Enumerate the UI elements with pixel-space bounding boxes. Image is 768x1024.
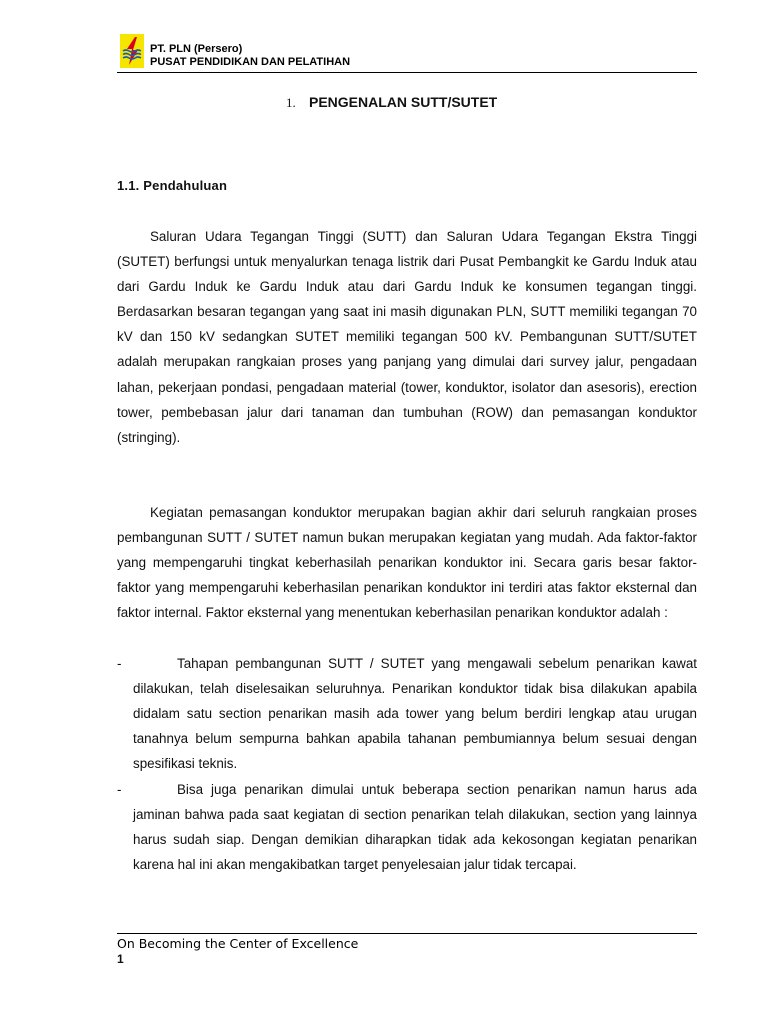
bullet-text: Tahapan pembangunan SUTT / SUTET yang mengawali sebelum penarikan kawat dilakukan, telah diselesaikan seluruhnya. Penarikan konduktor tidak bisa dilakukan apabila didalam satu section penarikan masih ada tower yang belum berdiri lengkap atau urugan tanahnya belum sempurna bahkan apabila tahanan pembumiannya belum sesuai dengan spesifikasi teknis. <box>133 656 697 772</box>
bullet-marker: - <box>117 782 122 797</box>
section-title: 1.1. Pendahuluan <box>117 178 228 193</box>
paragraph-conductor: Kegiatan pemasangan konduktor merupakan bagian akhir dari seluruh rangkaian proses pembangunan SUTT / SUTET namun bukan merupakan kegiatan yang mudah. Ada faktor-faktor yang mempengaruhi tingkat keberhasilah penarikan konduktor ini. Secara garis besar faktor-faktor yang mempengaruhi keberhasilan penarikan konduktor ini terdiri atas faktor eksternal dan faktor internal. Faktor eksternal yang menentukan keberhasilan penarikan konduktor adalah : <box>117 505 697 621</box>
pln-lightning-logo-icon <box>120 34 144 68</box>
list-item <box>117 777 697 877</box>
bullet-marker: - <box>117 656 122 671</box>
bullet-text: Bisa juga penarikan dimulai untuk beberapa section penarikan namun harus ada jaminan bahwa pada saat kegiatan di section penarikan telah dilakukan, section yang lainnya harus sudah siap. Dengan demikian diharapkan tidak ada kekosongan kegiatan penarikan karena hal ini akan mengakibatkan target penyelesaian jalur tidak tercapai. <box>133 782 697 873</box>
page-number: 1 <box>117 952 124 966</box>
chapter-number: 1. <box>286 95 296 110</box>
page-header <box>117 32 697 73</box>
header-company-name: PT. PLN (Persero) <box>150 43 243 55</box>
paragraph-intro: Saluran Udara Tegangan Tinggi (SUTT) dan Saluran Udara Tegangan Ekstra Tinggi (SUTET) berfungsi untuk menyalurkan tenaga listrik dari Pusat Pembangkit ke Gardu Induk atau dari Gardu Induk ke Gardu Induk atau dari Gardu Induk ke konsumen tegangan tinggi. Berdasarkan besaran tegangan yang saat ini masih digunakan PLN, SUTT memiliki tegangan 70 kV dan 150 kV sedangkan SUTET memiliki tegangan 500 kV. Pembangunan SUTT/SUTET adalah merupakan rangkaian proses yang panjang yang dimulai dari survey jalur, pengadaan lahan, pekerjaan pondasi, pengadaan material (tower, konduktor, isolator dan asesoris), erection tower, pembebasan jalur dari tanaman dan tumbuhan (ROW) dan pemasangan konduktor (stringing). <box>117 229 697 445</box>
header-unit-name: PUSAT PENDIDIKAN DAN PELATIHAN <box>150 56 351 68</box>
page-footer <box>117 933 697 966</box>
footer-motto: On Becoming the Center of Excellence <box>117 936 359 951</box>
list-item <box>117 651 697 776</box>
header-organization <box>150 43 350 69</box>
chapter-title: PENGENALAN SUTT/SUTET <box>309 94 498 110</box>
